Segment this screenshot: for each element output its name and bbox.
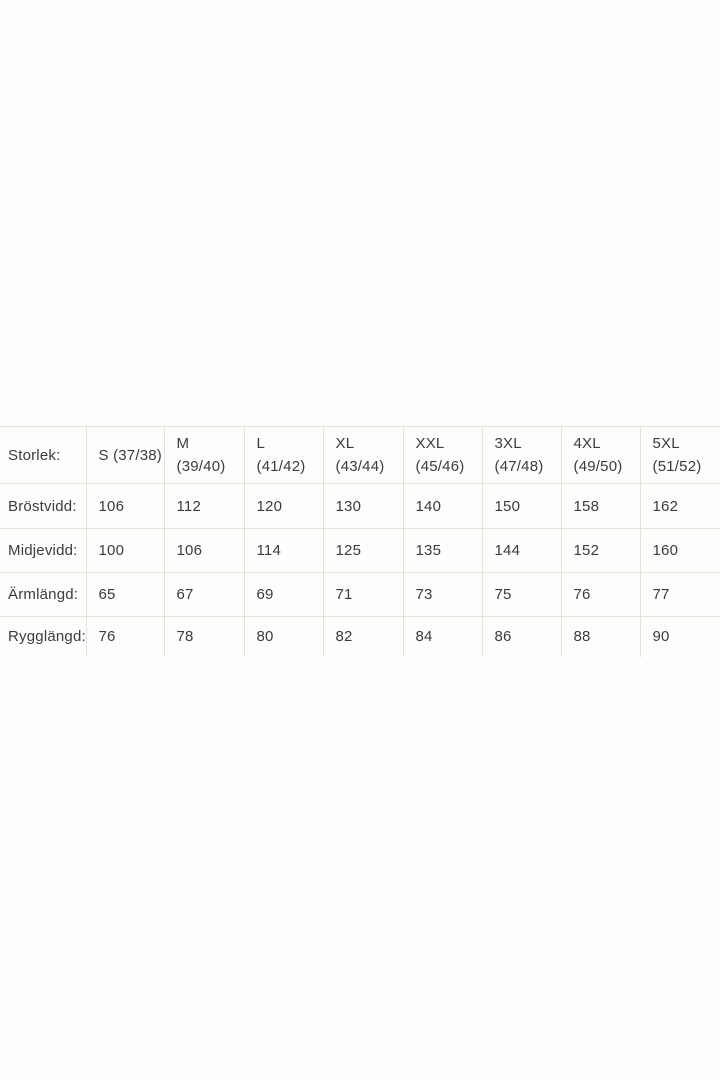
measurement-cell: 130 [323,484,403,529]
size-header-xl-line1: XL [335,435,355,452]
size-header-3xl-line1: 3XL [494,435,522,452]
measurement-cell: 106 [86,484,164,529]
size-header-l-line2: (41/42) [256,458,306,475]
measurement-cell: 160 [640,529,720,573]
row-label-brostvidd: Bröstvidd: [0,484,86,529]
measurement-cell: 106 [164,529,244,573]
measurement-cell: 78 [164,617,244,657]
table-row-armlangd [0,573,720,617]
size-header-l-line1: L [256,435,266,452]
measurement-cell: 152 [561,529,640,573]
measurement-cell: 125 [323,529,403,573]
measurement-cell: 140 [403,484,482,529]
measurement-cell: 150 [482,484,561,529]
measurement-cell: 158 [561,484,640,529]
row-label-armlangd: Ärmlängd: [0,573,86,617]
size-header-xl [323,427,403,484]
size-header-m-line2: (39/40) [176,458,226,475]
measurement-cell: 144 [482,529,561,573]
measurement-cell: 67 [164,573,244,617]
size-header-s-line1: S (37/38) [98,446,162,464]
measurement-cell: 162 [640,484,720,529]
measurement-cell: 65 [86,573,164,617]
table-header-row [0,427,720,484]
size-header-xxl [403,427,482,484]
row-label-rygglangd: Rygglängd: [0,617,86,657]
measurement-cell: 88 [561,617,640,657]
size-header-5xl-line2: (51/52) [652,458,702,475]
size-header-3xl [482,427,561,484]
size-header-4xl-line2: (49/50) [573,458,623,475]
measurement-cell: 82 [323,617,403,657]
measurement-cell: 112 [164,484,244,529]
size-chart-table [0,426,720,657]
measurement-cell: 76 [86,617,164,657]
table-row-midjevidd [0,529,720,573]
size-header-4xl-line1: 4XL [573,435,601,452]
table-row-brostvidd [0,484,720,529]
table-row-rygglangd [0,617,720,657]
size-header-4xl [561,427,640,484]
measurement-cell: 71 [323,573,403,617]
size-header-m [164,427,244,484]
size-header-xl-line2: (43/44) [335,458,385,475]
row-label-midjevidd: Midjevidd: [0,529,86,573]
measurement-cell: 86 [482,617,561,657]
measurement-cell: 77 [640,573,720,617]
measurement-cell: 73 [403,573,482,617]
size-header-3xl-line2: (47/48) [494,458,544,475]
measurement-cell: 84 [403,617,482,657]
measurement-cell: 135 [403,529,482,573]
size-header-5xl-line1: 5XL [652,435,680,452]
measurement-cell: 76 [561,573,640,617]
measurement-cell: 114 [244,529,323,573]
measurement-cell: 120 [244,484,323,529]
size-header-xxl-line1: XXL [415,435,445,452]
measurement-cell: 100 [86,529,164,573]
size-header-5xl [640,427,720,484]
measurement-cell: 90 [640,617,720,657]
measurement-cell: 80 [244,617,323,657]
size-header-l [244,427,323,484]
size-header-xxl-line2: (45/46) [415,458,465,475]
measurement-cell: 69 [244,573,323,617]
storlek-label-cell: Storlek: [0,427,86,484]
size-header-m-line1: M [176,435,190,452]
size-header-s [86,427,164,484]
measurement-cell: 75 [482,573,561,617]
